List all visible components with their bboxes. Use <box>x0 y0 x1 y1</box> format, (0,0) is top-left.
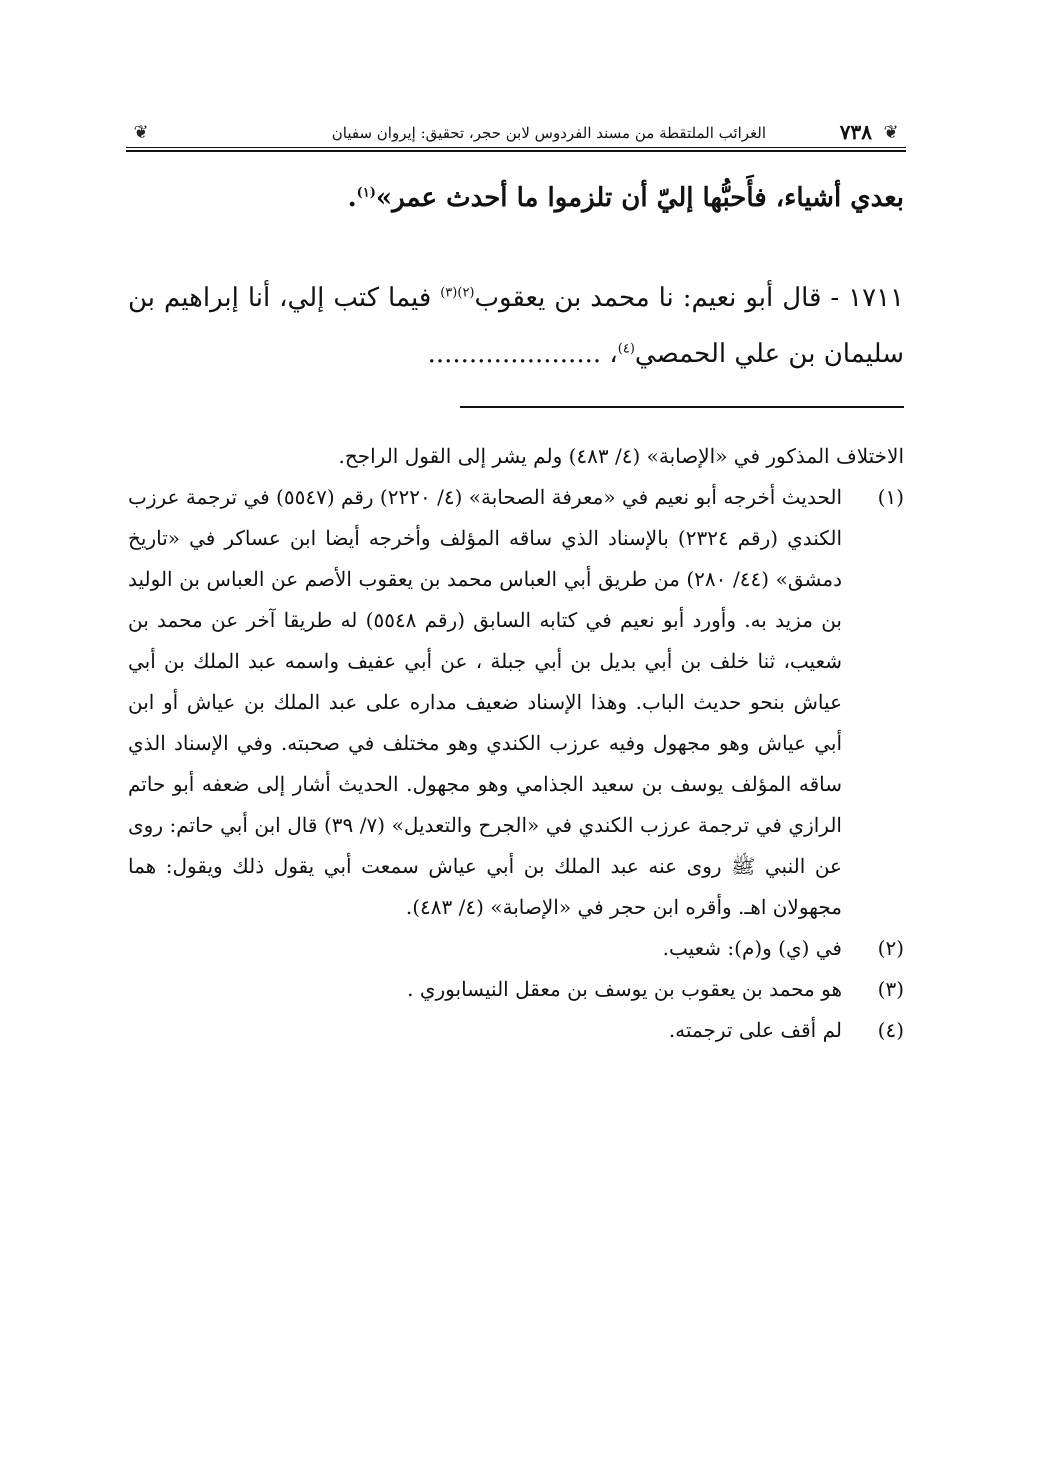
punctuation: . <box>347 183 357 213</box>
running-title: الغرائب الملتقطة من مسند الفردوس لابن حجر، تحقيق: إيروان سفيان <box>331 124 766 142</box>
entry-text: ١٧١١ - قال أبو نعيم: نا محمد بن يعقوب <box>474 283 905 313</box>
entry-text: ، ..................... <box>427 339 618 369</box>
header-rule <box>126 147 906 148</box>
footnote-separator <box>460 406 904 408</box>
ornament-icon: ❦ <box>133 122 149 143</box>
hadith-entry <box>128 270 904 382</box>
footnote-text: هو محمد بن يعقوب بن يوسف بن معقل النيسابوري . <box>407 977 842 1001</box>
footnote-text: في (ي) و(م): شعيب. <box>662 936 842 960</box>
footnote-text: الحديث أخرجه أبو نعيم في «معرفة الصحابة» (٤/ ٢٢٢٠) رقم (٥٥٤٧) في ترجمة عرزب الكندي (رقم ٢٣٢٤) بالإسناد الذي ساقه المؤلف وأخرجه أيضا ابن عساكر في «تاريخ دمشق» (٤٤/ ٢٨٠) من طريق أبي العباس محمد بن يعقوب الأصم عن العباس بن الوليد بن مزيد به. وأورد أبو نعيم في كتابه السابق (رقم ٥٥٤٨) له طريقا آخر عن محمد بن شعيب، ثنا خلف بن أبي بديل بن أبي جبلة ، عن أبي عفيف واسمه عبد الملك بن أبي عياش بنحو حديث الباب. وهذا الإسناد ضعيف مداره على عبد الملك بن عياش أو ابن أبي عياش وهو مجهول وفيه عرزب الكندي وهو مختلف في صحبته. وفي الإسناد الذي ساقه المؤلف يوسف بن سعيد الجذامي وهو مجهول. الحديث أشار إلى ضعفه أبو حاتم الرازي في ترجمة عرزب الكندي في «الجرح والتعديل» (٧/ ٣٩) قال ابن أبي حاتم: روى عن النبي ﷺ روى عنه عبد الملك بن أبي عياش سمعت أبي يقول ذلك ويقول: هما مجهولان اهـ. وأقره ابن حجر في «الإصابة» (٤/ ٤٨٣). <box>128 485 843 919</box>
footnote-ref: (٣) <box>440 285 458 301</box>
footnote-ref: (١) <box>356 185 376 201</box>
hadith-text: بعدي أشياء، فأَحبُّها إليّ أن تلزموا ما أحدث عمر» <box>375 183 904 213</box>
footnote-continuation: الاختلاف المذكور في «الإصابة» (٤/ ٤٨٣) ولم يشر إلى القول الراجح. <box>338 444 904 468</box>
hadith-text-end <box>128 176 904 220</box>
footnote-number: (٣) <box>877 977 904 1001</box>
running-header <box>126 116 906 152</box>
footnotes <box>128 436 904 1051</box>
footnote-ref: (٢) <box>457 285 475 301</box>
ornament-icon: ❦ <box>883 122 899 143</box>
footnote-number: (٢) <box>877 936 904 960</box>
footnote-number: (١) <box>877 485 904 509</box>
entry-text: فيما كتب إلي، أنا إبراهيم بن سليمان بن علي الحمصي <box>128 283 904 369</box>
footnote-number: (٤) <box>877 1018 904 1042</box>
footnote-item <box>128 477 904 928</box>
footnote-text: لم أقف على ترجمته. <box>668 1018 842 1042</box>
footnote-item <box>128 1010 904 1051</box>
header-rule <box>126 150 906 152</box>
footnote-ref: (٤) <box>617 341 635 357</box>
footnote-item <box>128 969 904 1010</box>
footnote-item <box>128 928 904 969</box>
page-number: ٧٣٨ <box>839 120 872 144</box>
